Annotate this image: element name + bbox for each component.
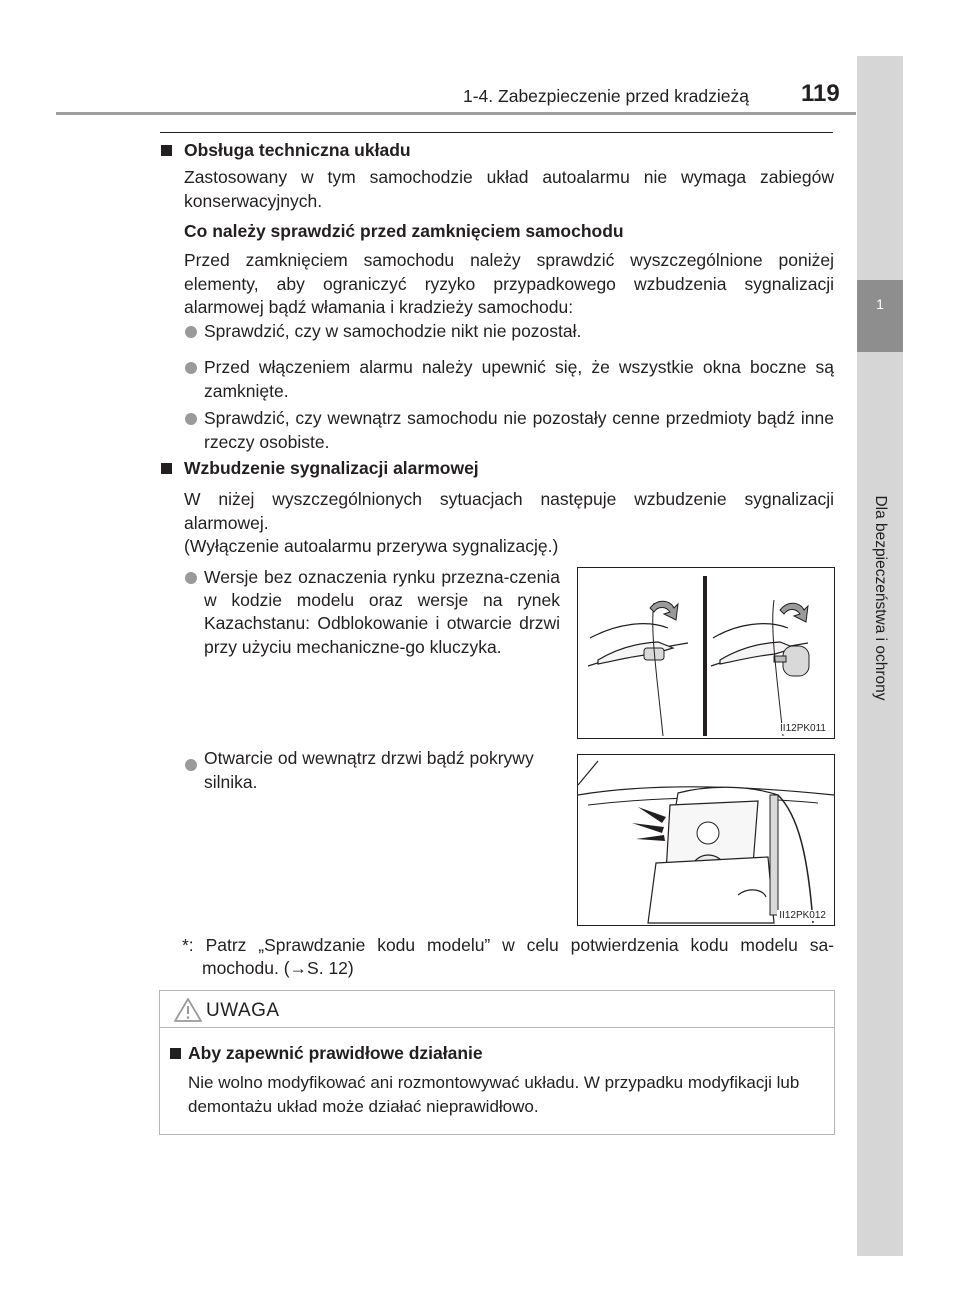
chapter-number: 1 (876, 296, 884, 312)
warning-divider (160, 1027, 834, 1028)
square-bullet-icon (161, 145, 172, 156)
figure-code: II12PK012 (779, 910, 826, 921)
round-bullet-icon (185, 572, 197, 584)
warning-text: Nie wolno modyfikować ani rozmontowywać układu. W przypadku modyfikacji lub demontażu układ może działać nieprawidłowo. (188, 1073, 800, 1116)
square-bullet-icon (170, 1048, 181, 1059)
chapter-number-box (857, 280, 903, 352)
square-bullet-icon (161, 463, 172, 474)
list-item: Wersje bez oznaczenia rynku przezna-czenia w kodzie modelu oraz wersje na rynek Kazachstanu: Odblokowanie i otwarcie drzwi przy użyciu mechaniczne-go kluczyka. (204, 567, 560, 657)
warning-box (159, 990, 835, 1135)
driver-door-illustration (578, 755, 834, 925)
subheading: Co należy sprawdzić przed zamknięciem samochodu (184, 221, 624, 241)
content-divider (160, 132, 833, 133)
paragraph: Przed zamknięciem samochodu należy sprawdzić wyszczególnione poniżej elementy, aby ograniczyć ryzyko przypadkowego wzbudzenia sygnalizacji alarmowej bądź włamania i kradzieży samochodu: (184, 250, 834, 317)
figure-door-handle-key (577, 567, 835, 739)
list-item: Przed włączeniem alarmu należy upewnić się, że wszystkie okna boczne są zamknięte. (204, 357, 834, 401)
door-handle-illustration (578, 568, 834, 738)
chapter-title: Dla bezpieczeństwa i ochrony (872, 495, 889, 701)
round-bullet-icon (185, 413, 197, 425)
paragraph: (Wyłączenie autoalarmu przerywa sygnalizację.) (184, 536, 559, 556)
footnote-line: mochodu. (→S. 12) (202, 958, 354, 978)
round-bullet-icon (185, 759, 197, 771)
round-bullet-icon (185, 362, 197, 374)
warning-heading: Aby zapewnić prawidłowe działanie (188, 1043, 483, 1063)
list-item: Sprawdzić, czy w samochodzie nikt nie pozostał. (204, 321, 582, 341)
section-heading: Obsługa techniczna układu (184, 140, 411, 160)
section-title: 1-4. Zabezpieczenie przed kradzieżą (463, 86, 749, 106)
list-item: Otwarcie od wewnątrz drzwi bądź pokrywy silnika. (204, 748, 534, 792)
paragraph: Zastosowany w tym samochodzie układ autoalarmu nie wymaga zabiegów konserwacyjnych. (184, 167, 834, 211)
list-item: Sprawdzić, czy wewnątrz samochodu nie pozostały cenne przedmioty bądź inne rzeczy osobiste. (204, 408, 834, 452)
header-divider (56, 112, 856, 115)
figure-code: II12PK011 (780, 723, 826, 734)
footnote-line: *: Patrz „Sprawdzanie kodu modelu” w celu potwierdzenia kodu modelu sa- (182, 935, 834, 955)
page-number: 119 (801, 80, 840, 107)
round-bullet-icon (185, 326, 197, 338)
warning-triangle-icon (173, 997, 203, 1023)
paragraph: W niżej wyszczególnionych sytuacjach następuje wzbudzenie sygnalizacji alarmowej. (184, 489, 834, 533)
figure-door-opened (577, 754, 835, 926)
warning-title: UWAGA (206, 1000, 280, 1021)
section-heading: Wzbudzenie sygnalizacji alarmowej (184, 458, 479, 478)
